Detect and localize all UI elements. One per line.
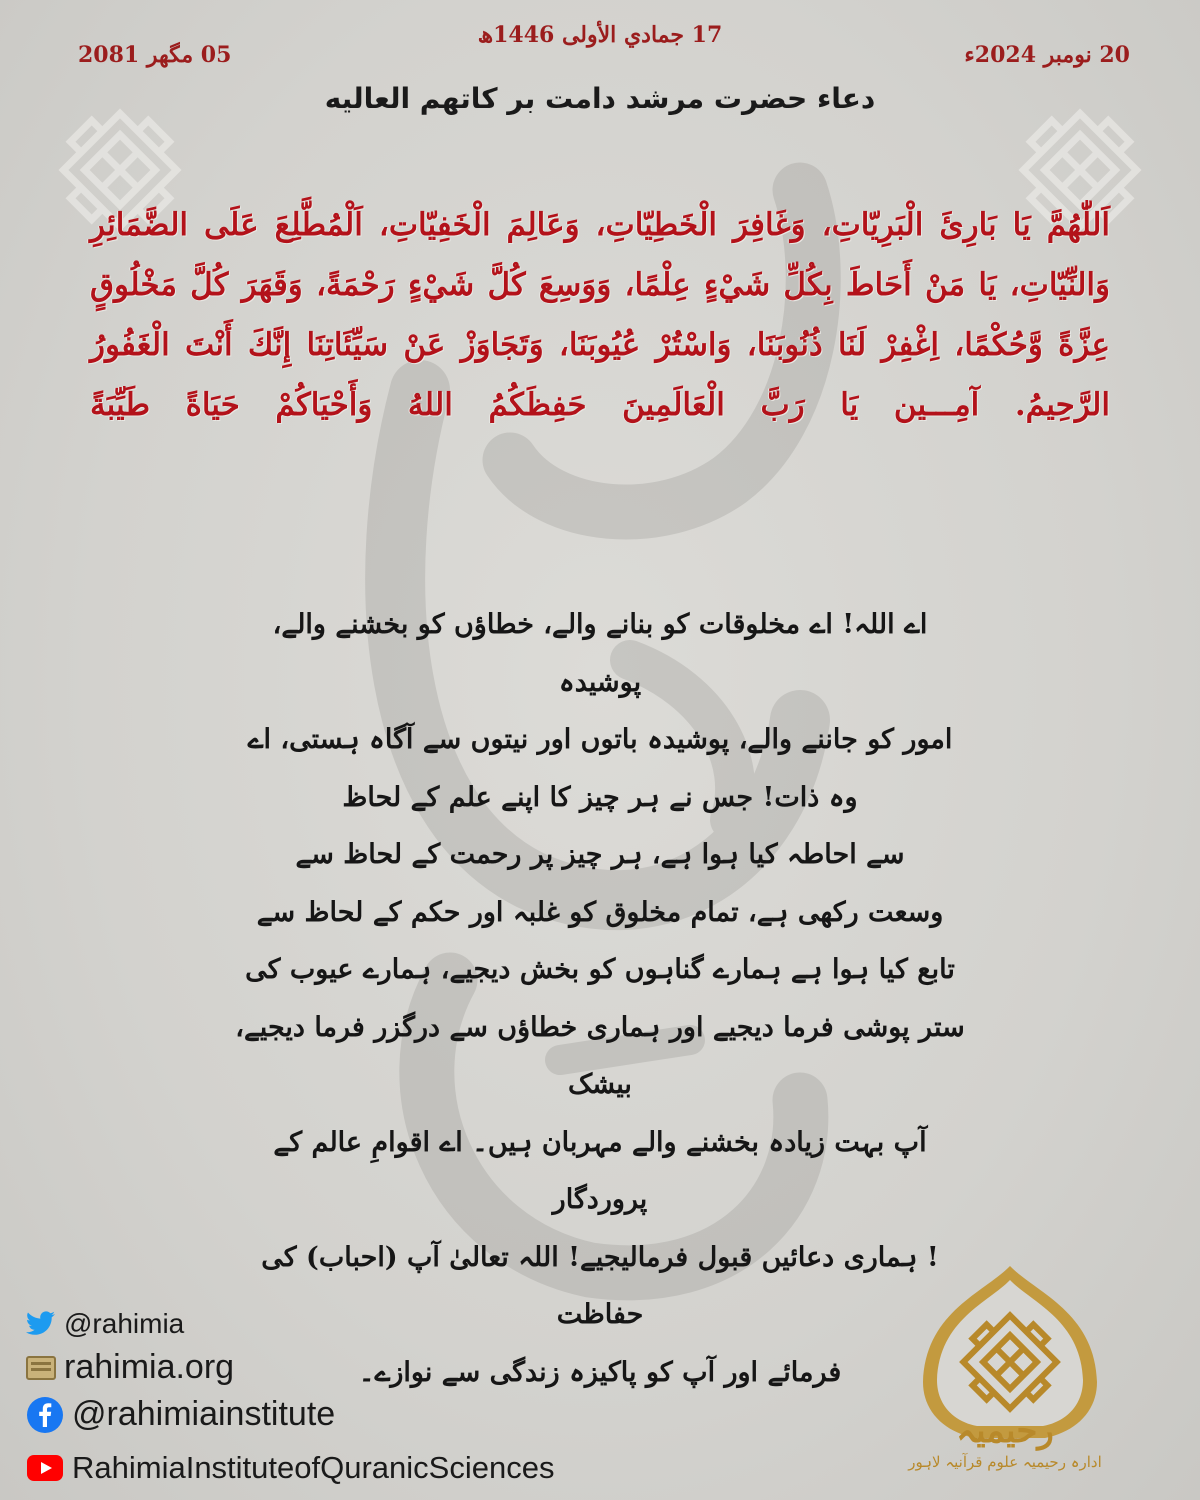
translation-line: آپ بہت زیادہ بخشنے والے مہربان ہیں۔ اے اقوامِ عالم کے پروردگار	[273, 1126, 927, 1215]
translation-line: فرمائے اور آپ کو پاکیزہ زندگی سے نوازے۔	[358, 1356, 842, 1388]
arabic-dua-text: اَللّٰهُمَّ يَا بَارِئَ الْبَرِيّاتِ، وَغَافِرَ الْخَطِيّاتِ، وَعَالِمَ الْخَفِيّاتِ، اَلْمُطَّلِعَ عَلَى الضَّمَائِرِ وَالنِّيّاتِ، يَا مَنْ أَحَاطَ بِكُلِّ شَيْءٍ عِلْمًا، وَوَسِعَ كُلَّ شَيْءٍ رَحْمَةً، وَقَهَرَ كُلَّ مَخْلُوقٍ عِزَّةً وَّحُكْمًا، اِغْفِرْ لَنَا ذُنُوبَنَا، وَاسْتُرْ عُيُوبَنَا، وَتَجَاوَزْ عَنْ سَيِّئَاتِنَا إِنَّكَ أَنْتَ الْغَفُورُ الرَّحِيمُ. آمِـــين يَا رَبَّ الْعَالَمِينَ حَفِظَكُمُ اللهُ وَأَحْيَاكُمْ حَيَاةً طَيِّبَةً	[90, 207, 1110, 423]
urdu-translation	[230, 596, 970, 1401]
translation-line: سے احاطہ کیا ہوا ہے، ہر چیز پر رحمت کے لحاظ سے	[295, 839, 905, 870]
logo-name: رحیمیہ	[956, 1411, 1054, 1451]
translation-line: تابع کیا ہوا ہے ہمارے گناہوں کو بخش دیجیے، ہمارے عیوب کی	[245, 954, 955, 985]
translation-line: ! ہماری دعائیں قبول فرمالیجیے! اللہ تعالیٰ آپ (احباب) کی حفاظت	[261, 1241, 939, 1330]
website-url: rahimia.org	[64, 1348, 235, 1386]
youtube-channel: RahimiaInstituteofQuranicSciences	[72, 1450, 555, 1485]
facebook-icon	[26, 1396, 64, 1434]
translation-line: ستر پوشی فرما دیجیے اور ہماری خطاؤں سے درگزر فرما دیجیے، بیشک	[235, 1011, 965, 1100]
logo-institute-name: ادارہ رحیمیہ علوم قرآنیہ لاہور	[908, 1453, 1102, 1471]
gregorian-date: 20 نومبر 2024ء	[964, 42, 1130, 68]
translation-line: اے اللہ! اے مخلوقات کو بنانے والے، خطاؤں کو بخشنے والے، پوشیدہ	[272, 609, 928, 698]
web-icon	[26, 1356, 56, 1380]
facebook-link[interactable]	[26, 1395, 335, 1434]
twitter-handle: @rahimia	[64, 1308, 185, 1339]
translation-line: وسعت رکھی ہے، تمام مخلوق کو غلبہ اور حکم کے لحاظ سے	[256, 896, 944, 928]
page-title: دعاء حضرت مرشد دامت بر کاتهم العالیه	[324, 82, 876, 115]
translation-line: امور کو جاننے والے، پوشیدہ باتوں اور نیتوں سے آگاہ ہستی، اے	[247, 724, 953, 755]
twitter-link[interactable]	[26, 1308, 184, 1340]
youtube-link[interactable]	[26, 1450, 554, 1486]
twitter-icon	[26, 1311, 56, 1337]
facebook-handle: @rahimiainstitute	[72, 1395, 336, 1433]
website-link[interactable]	[26, 1348, 234, 1387]
youtube-icon	[26, 1454, 64, 1482]
logo-caption	[905, 1410, 1105, 1471]
bikrami-date: 05 مگھر 2081	[78, 42, 232, 68]
translation-line: وہ ذات! جس نے ہر چیز کا اپنے علم کے لحاظ	[342, 781, 858, 813]
hijri-date: 17 جمادي الأولى 1446ھ	[477, 22, 723, 48]
